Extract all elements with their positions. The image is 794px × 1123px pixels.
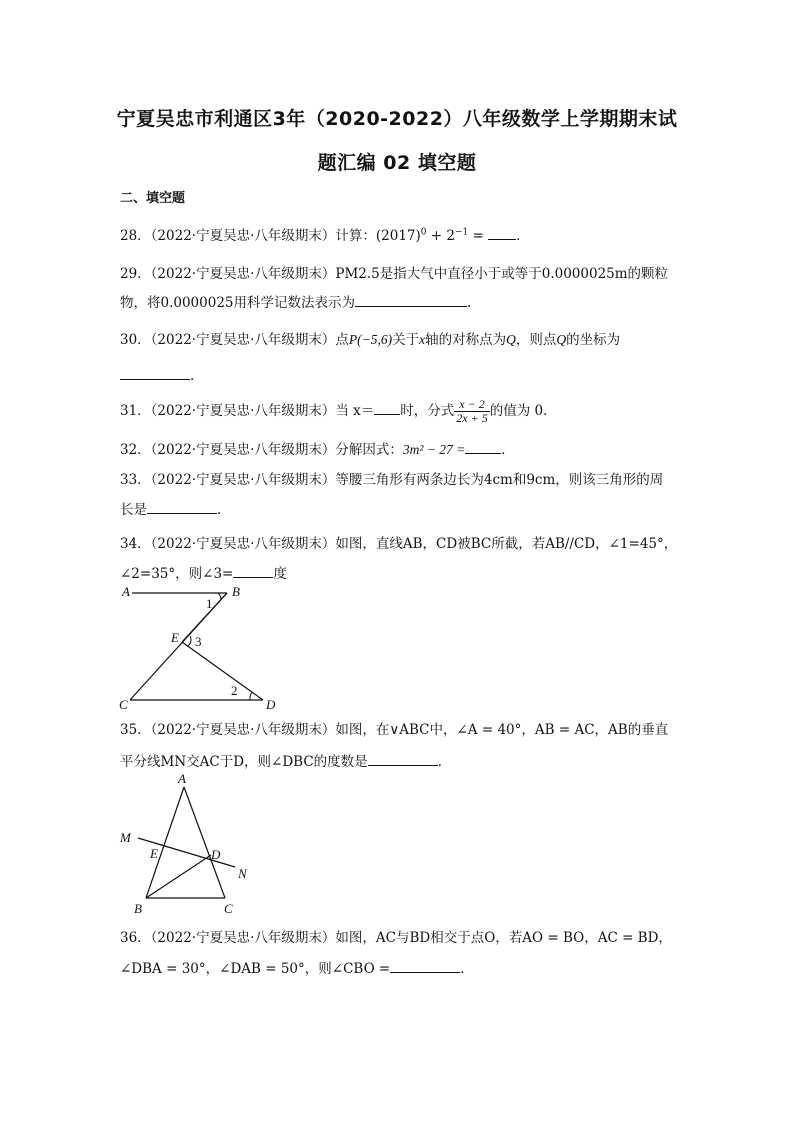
angle-1-arc [218, 593, 221, 600]
label-m: M [120, 830, 131, 845]
page-title-line1: 宁夏吴忠市利通区3年（2020-2022）八年级数学上学期期末试 [116, 108, 678, 130]
answer-blank-30[interactable] [120, 366, 190, 380]
label-angle-2: 2 [231, 683, 238, 698]
label-e: E [171, 630, 179, 645]
label-a: A [178, 771, 186, 786]
label-e: E [150, 846, 158, 861]
question-33-line1: 33．（2022·宁夏吴忠·八年级期末）等腰三角形有两条边长为4cm和9cm，则该三角形的周 [120, 472, 664, 488]
answer-blank-35[interactable] [368, 752, 438, 766]
question-34-line2: ∠2=35°，则∠3= 度 [120, 566, 287, 582]
label-a: A [122, 584, 130, 599]
question-29-line1: 29．（2022·宁夏吴忠·八年级期末）PM2.5是指大气中直径小于或等于0.0000025m的颗粒 [120, 266, 669, 282]
label-b: B [232, 584, 240, 599]
question-28: 28．（2022·宁夏吴忠·八年级期末）计算：$(2017)^0 + 2^{-1}$ = ． [120, 227, 530, 244]
label-angle-1: 1 [206, 596, 213, 611]
label-d: D [211, 847, 221, 862]
question-36-line2: ∠DBA = 30°，∠DAB = 50°，则∠CBO = ． [120, 961, 474, 977]
answer-blank-28[interactable] [488, 226, 516, 240]
segment-bd [146, 855, 211, 898]
answer-blank-32[interactable] [465, 440, 501, 454]
angle-3-arc [188, 636, 191, 646]
answer-blank-29[interactable] [355, 293, 467, 307]
question-31: 31．（2022·宁夏吴忠·八年级期末）当 x＝ 时，分式 $\frac{x - 2}{2x + 5}$ 的值为 0． [120, 397, 557, 425]
line-ed [182, 642, 263, 700]
question-32: 32．（2022·宁夏吴忠·八年级期末）分解因式：3m² − 27 = ． [120, 442, 515, 458]
label-d: D [266, 697, 276, 712]
question-35-line2: 平分线MN交AC于D，则∠DBC的度数是 ． [120, 754, 452, 770]
line-be-d [182, 593, 227, 642]
page-title-line2: 题汇编 02 填空题 [317, 152, 477, 174]
figure-34-diagram [110, 580, 300, 715]
label-c: C [224, 901, 233, 916]
label-c: C [119, 697, 128, 712]
question-36-line1: 36．（2022·宁夏吴忠·八年级期末）如图，AC与BD相交于点O，若AO = BO，AC = BD， [120, 930, 672, 946]
label-angle-3: 3 [195, 634, 202, 649]
question-35-line1: 35．（2022·宁夏吴忠·八年级期末）如图，在∨ABC中，∠A = 40°，AB = AC，AB的垂直 [120, 722, 669, 738]
answer-blank-34[interactable] [233, 564, 273, 578]
answer-blank-33[interactable] [147, 500, 217, 514]
label-b: B [134, 901, 142, 916]
figure-35-diagram [110, 770, 260, 920]
question-33-line2: 长是 . [120, 502, 222, 518]
question-29-line2: 物，将0.0000025用科学记数法表示为 . [120, 295, 472, 311]
fraction: $\frac{x - 2}{2x + 5}$ [456, 397, 488, 425]
question-30-line1: 30．（2022·宁夏吴忠·八年级期末）点P(−5,6)关于x轴的对称点为Q，则点Q的坐标为 [120, 332, 621, 348]
question-30-line2: . [120, 366, 194, 384]
answer-blank-31[interactable] [374, 401, 400, 415]
side-ac [184, 787, 225, 898]
label-n: N [238, 866, 247, 881]
question-34-line1: 34．（2022·宁夏吴忠·八年级期末）如图，直线AB，CD被BC所截，若AB//CD，∠1=45°， [120, 536, 678, 552]
answer-blank-36[interactable] [390, 959, 460, 973]
section-heading: 二、填空题 [120, 191, 186, 206]
angle-2-arc [250, 692, 252, 700]
